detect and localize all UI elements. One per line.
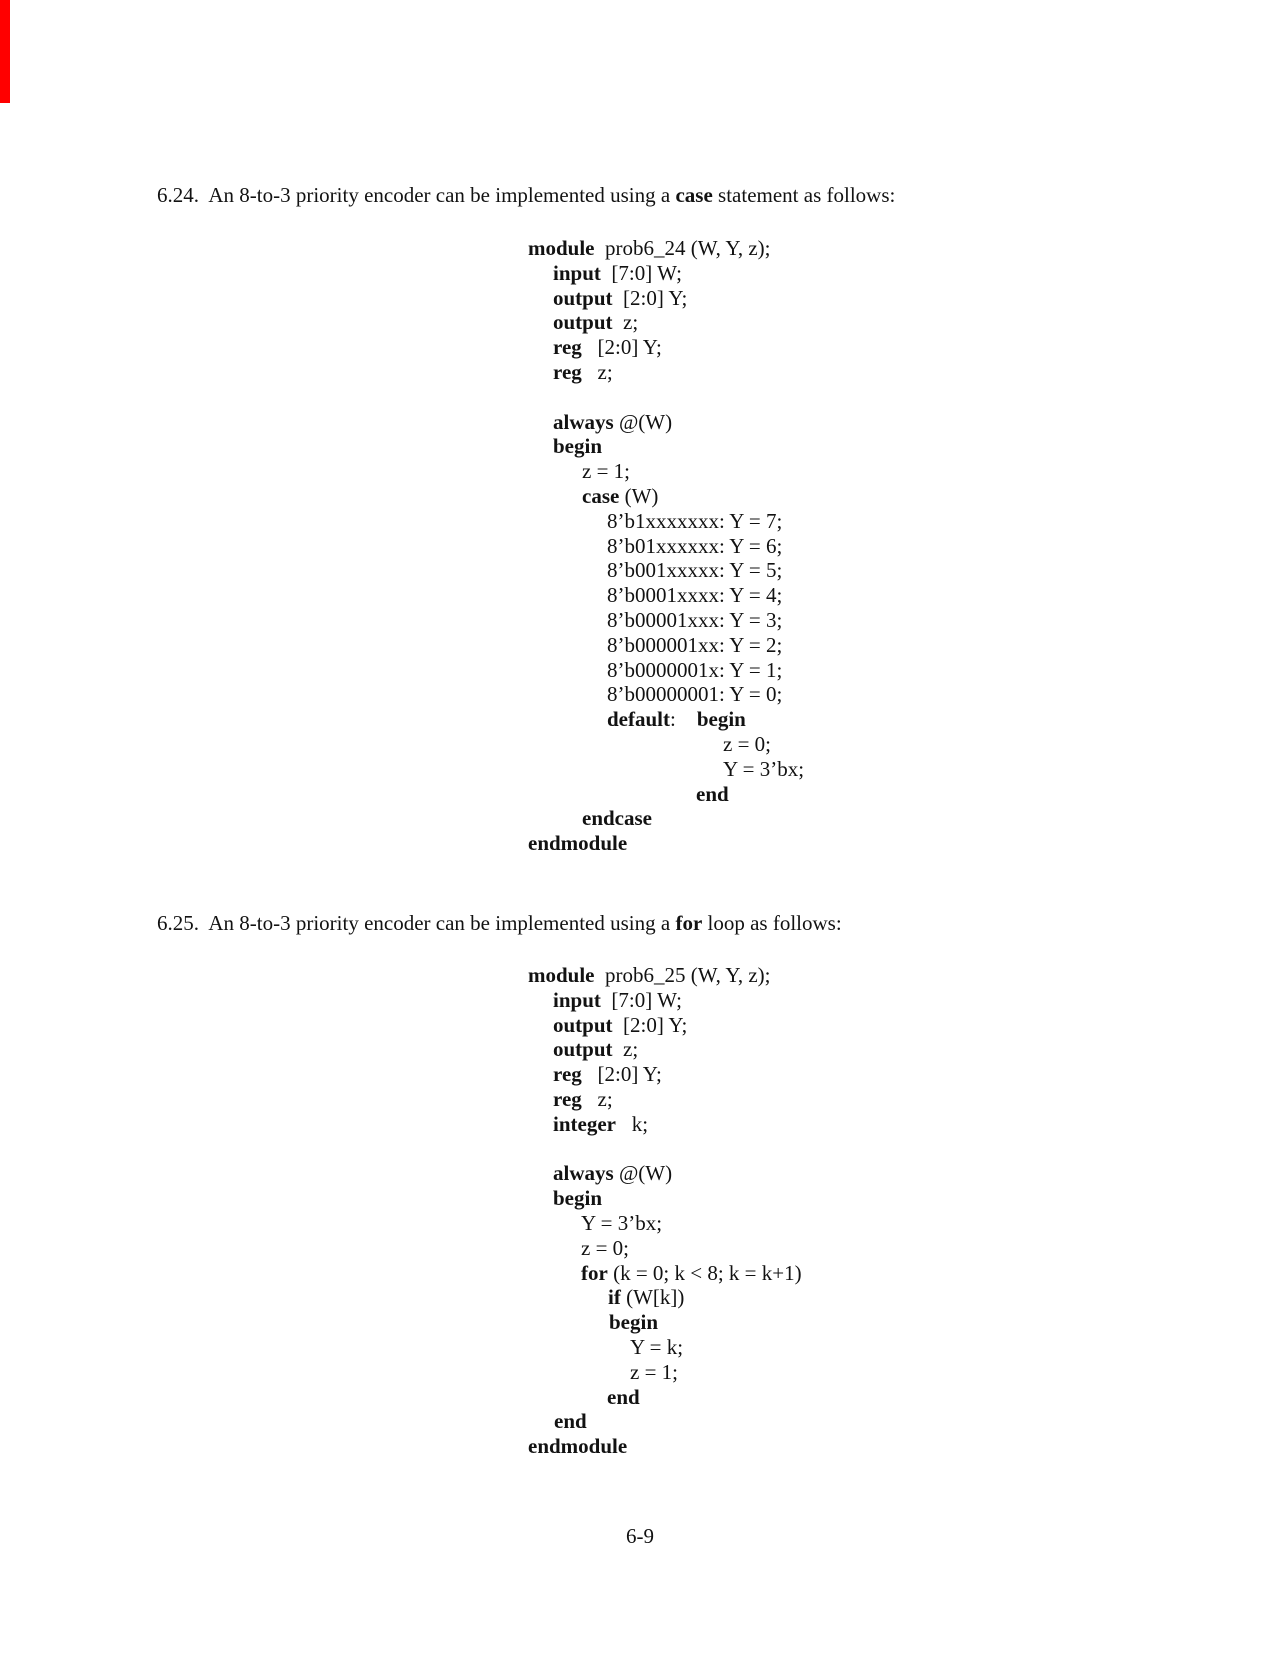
verilog-code-text: z = 0; [723,731,771,756]
verilog-code-text: 8’b0000001x: Y = 1; [607,657,783,682]
verilog-code-block-6-25 [528,963,802,1459]
verilog-code-text: 8’b0001xxxx: Y = 4; [607,583,783,608]
code-line [528,1285,802,1310]
verilog-keyword: begin [609,1310,659,1335]
code-blank-line [528,1137,802,1162]
verilog-code-text: [7:0] W; [600,260,682,285]
code-line [528,757,804,782]
code-line [528,1112,802,1137]
code-line [528,1310,802,1335]
code-line [528,310,804,335]
page-number: 6-9 [626,1524,654,1548]
verilog-code-text: [2:0] Y; [612,1012,688,1037]
code-line [528,1087,802,1112]
code-line [528,1385,802,1410]
code-line [528,1360,802,1385]
code-line [528,1335,802,1360]
code-line [528,534,804,559]
verilog-keyword: always [553,409,614,434]
verilog-keyword: endmodule [528,1434,628,1459]
verilog-keyword: for [581,1260,608,1285]
verilog-keyword: always [553,1161,614,1186]
verilog-code-text: (k = 0; k < 8; k = k+1) [607,1260,802,1285]
verilog-keyword: module [528,963,595,987]
code-line [528,633,804,658]
verilog-code-text: [7:0] W; [600,987,682,1012]
verilog-code-text: prob6_25 (W, Y, z); [594,963,771,987]
code-line [528,1037,802,1062]
verilog-keyword: output [553,1037,613,1062]
verilog-code-text: (W) [619,483,659,508]
verilog-code-text: z; [612,1037,639,1062]
verilog-code-text: z; [612,310,639,335]
code-line [528,1434,802,1459]
code-line [528,286,804,311]
code-line [528,658,804,683]
verilog-keyword: input [553,987,601,1012]
verilog-code-text: 8’b1xxxxxxx: Y = 7; [607,508,783,533]
verilog-keyword: case [582,483,620,508]
verilog-keyword: end [696,781,729,806]
verilog-code-text: z; [581,359,613,384]
code-line [528,963,802,988]
code-line [528,335,804,360]
problem-6-25-heading [157,911,842,936]
verilog-code-text: z = 0; [581,1235,629,1260]
code-line [528,459,804,484]
verilog-code-text: : [670,707,697,732]
verilog-keyword: output [553,285,613,310]
verilog-keyword: reg [553,1062,582,1087]
verilog-code-text: prob6_24 (W, Y, z); [594,236,771,260]
verilog-keyword: input [553,260,601,285]
verilog-code-text: z = 1; [630,1359,678,1384]
verilog-keyword: endcase [582,806,652,831]
code-line [528,806,804,831]
verilog-code-text: Y = k; [630,1334,684,1359]
code-line [528,484,804,509]
code-line [528,1409,802,1434]
verilog-code-text: 8’b001xxxxx: Y = 5; [607,558,783,583]
verilog-keyword: reg [553,335,582,360]
code-line [528,782,804,807]
heading-text: loop as follows: [702,911,842,935]
verilog-code-text: 8’b00001xxx: Y = 3; [607,607,783,632]
verilog-code-text: 8’b00000001: Y = 0; [607,682,783,707]
code-blank-line [528,385,804,410]
code-line [528,236,804,261]
code-line [528,1211,802,1236]
code-line [528,434,804,459]
code-line [528,732,804,757]
code-line [528,583,804,608]
code-line [528,1236,802,1261]
code-line [528,1013,802,1038]
verilog-code-block-6-24 [528,236,804,856]
heading-keyword: case [675,183,713,207]
code-line [528,509,804,534]
verilog-keyword: end [554,1409,587,1434]
verilog-keyword: begin [553,1186,603,1211]
verilog-code-text: (W[k]) [620,1285,685,1310]
verilog-keyword: integer [553,1111,616,1136]
heading-text: 6.25. An 8-to-3 priority encoder can be implemented using a [157,911,676,935]
verilog-code-text: @(W) [613,409,673,434]
code-line [528,608,804,633]
code-line [528,1062,802,1087]
heading-text: 6.24. An 8-to-3 priority encoder can be implemented using a [157,183,676,207]
verilog-keyword: begin [696,707,746,732]
verilog-keyword: reg [553,359,582,384]
verilog-code-text: 8’b000001xx: Y = 2; [607,632,783,657]
code-line [528,707,804,732]
verilog-code-text: [2:0] Y; [581,1062,662,1087]
verilog-keyword: output [553,1012,613,1037]
code-line [528,1161,802,1186]
code-line [528,1261,802,1286]
heading-keyword: for [675,911,703,935]
verilog-keyword: default [607,707,670,732]
verilog-keyword: begin [553,434,603,459]
verilog-keyword: output [553,310,613,335]
verilog-keyword: reg [553,1086,582,1111]
verilog-keyword: endmodule [528,831,628,856]
verilog-code-text: Y = 3’bx; [581,1210,663,1235]
verilog-code-text: [2:0] Y; [581,335,662,360]
verilog-keyword: if [608,1285,621,1310]
verilog-code-text: @(W) [613,1161,673,1186]
verilog-code-text: k; [615,1111,649,1136]
problem-6-24-heading [157,183,895,208]
code-line [528,410,804,435]
verilog-code-text: z; [581,1086,613,1111]
code-line [528,558,804,583]
heading-text: statement as follows: [712,183,896,207]
verilog-code-text: 8’b01xxxxxx: Y = 6; [607,533,783,558]
code-line [528,831,804,856]
code-line [528,261,804,286]
code-line [528,1186,802,1211]
verilog-keyword: module [528,236,595,260]
code-line [528,360,804,385]
code-line [528,682,804,707]
code-line [528,988,802,1013]
verilog-code-text: Y = 3’bx; [723,756,805,781]
verilog-keyword: end [607,1384,640,1409]
verilog-code-text: z = 1; [582,459,630,484]
verilog-code-text: [2:0] Y; [612,285,688,310]
red-bookmark-stripe [0,0,10,103]
